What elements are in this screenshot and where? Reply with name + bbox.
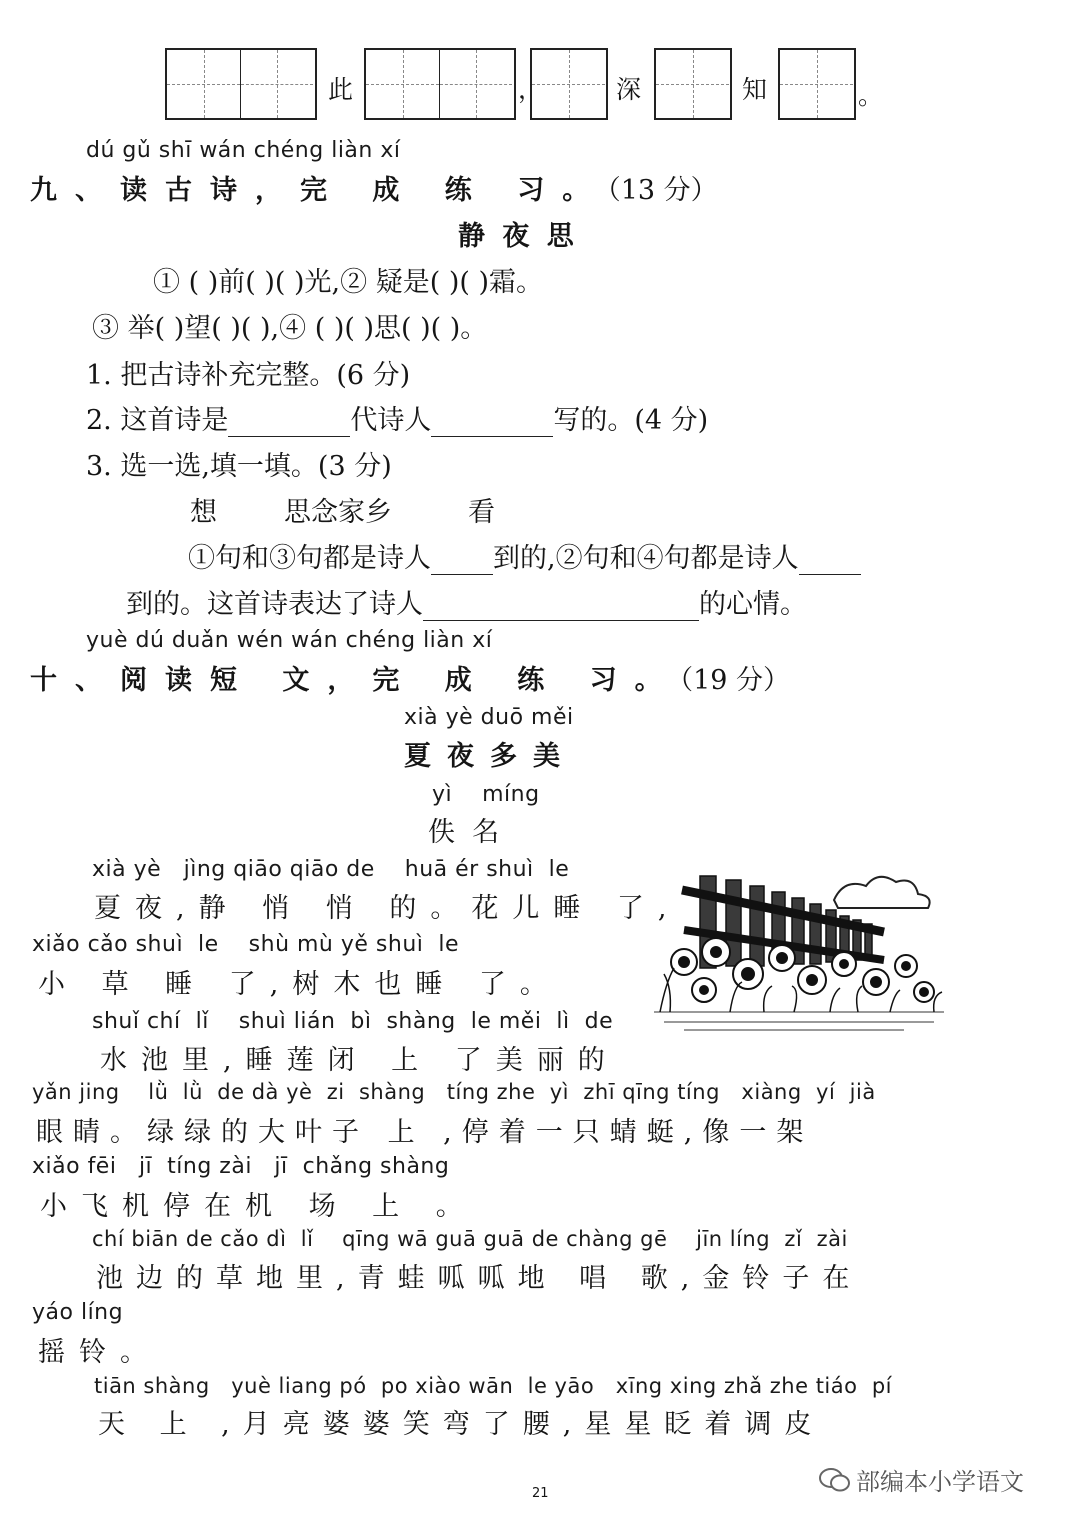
section10-heading-text: 十、阅读短 文，完 成 练 习。 <box>30 665 680 696</box>
poem-line-1: ① ( )前( )( )光,② 疑是( )( )霜。 <box>153 267 543 298</box>
author-pinyin: yì míng <box>432 782 540 807</box>
section9-pinyin: dú gǔ shī wán chéng liàn xí <box>86 138 401 163</box>
wechat-icon <box>818 1466 852 1494</box>
fill-blank-3[interactable] <box>423 596 699 621</box>
fill-d: 的心情。 <box>699 589 807 620</box>
writing-grid-5[interactable] <box>778 48 856 120</box>
fill-b: 到的,②句和④句都是诗人 <box>493 543 799 574</box>
line-7-text: 摇铃。 <box>38 1337 161 1368</box>
story-title-pinyin: xià yè duō měi <box>404 705 574 730</box>
section9-heading <box>30 168 718 207</box>
grid-char-zhi: 知 <box>742 75 768 104</box>
line-2-pinyin: xiǎo cǎo shuì le shù mù yě shuì le <box>32 932 460 957</box>
line-6-pinyin: chí biān de cǎo dì lǐ qīng wā guā guā de chàng gē jīn líng zǐ zài <box>92 1227 848 1251</box>
story-title: 夏夜多美 <box>404 741 576 772</box>
watermark-text: 部编本小学语文 <box>856 1468 1024 1496</box>
line-3-text: 水池里,睡莲闭 上 了美丽的 <box>100 1045 619 1076</box>
poem-line-2: ③ 举( )望( )( ),④ ( )( )思( )( )。 <box>92 313 488 344</box>
line-4-text: 眼睛。绿绿的大叶子 上 ,停着一只蜻蜓,像一架 <box>36 1117 814 1148</box>
section9-heading-text: 九、读古诗，完 成 练 习。 <box>30 175 608 206</box>
fill-sentence-2 <box>126 582 807 621</box>
line-1-pinyin: xià yè jìng qiāo qiāo de huā ér shuì le <box>92 857 570 882</box>
section10-heading <box>30 658 790 697</box>
line-5-text: 小飞机停在机 场 上 。 <box>40 1191 477 1222</box>
question-3: 3. 选一选,填一填。(3 分) <box>86 451 392 482</box>
fill-a: ①句和③句都是诗人 <box>188 543 431 574</box>
writing-grid-4[interactable] <box>654 48 732 120</box>
grid-char-ci: 此 <box>328 75 354 104</box>
line-3-pinyin: shuǐ chí lǐ shuì lián bì shàng le měi lì de <box>92 1009 614 1034</box>
writing-grid-1[interactable] <box>165 48 317 120</box>
section10-pinyin: yuè dú duǎn wén wán chéng liàn xí <box>86 628 493 653</box>
fence-flowers-illustration <box>644 862 954 1037</box>
grid-period: 。 <box>858 81 884 110</box>
option-sinian-jiaxiang: 思念家乡 <box>284 497 392 528</box>
line-4-pinyin: yǎn jing lǜ lǜ de dà yè zi shàng tíng zhe yì zhī qīng tíng xiàng yí jià <box>32 1080 876 1104</box>
writing-grid-2[interactable] <box>364 48 516 120</box>
option-kan: 看 <box>468 497 495 528</box>
section10-score: （19 分） <box>679 665 791 696</box>
question-2-b: 代诗人 <box>350 405 432 436</box>
line-6-text: 池边的草地里,青蛙呱呱地 唱 歌,金铃子在 <box>96 1263 863 1294</box>
line-8-pinyin: tiān shàng yuè liang pó po xiào wān le yāo xīng xing zhǎ zhe tiáo pí <box>94 1374 892 1398</box>
section9-score: （13 分） <box>607 175 718 206</box>
line-2-text: 小 草 睡 了,树木也睡 了。 <box>38 969 561 1000</box>
line-8-text: 天 上 ,月亮婆婆笑弯了腰,星星眨着调皮 <box>98 1409 825 1440</box>
page-number: 21 <box>532 1486 549 1501</box>
fill-blank-1[interactable] <box>431 550 493 575</box>
question-2-c: 写的。(4 分) <box>553 405 709 436</box>
grid-char-shen: 深 <box>616 75 642 104</box>
line-7-pinyin: yáo líng <box>32 1300 124 1325</box>
writing-grid-3[interactable] <box>530 48 608 120</box>
option-xiang: 想 <box>190 497 217 528</box>
author: 佚 名 <box>428 817 500 848</box>
question-2-a: 2. 这首诗是 <box>86 405 229 436</box>
line-1-text: 夏夜,静 悄 悄 的。花儿睡 了, <box>94 893 681 924</box>
poem-title: 静 夜 思 <box>458 221 578 252</box>
fill-c: 到的。这首诗表达了诗人 <box>126 589 423 620</box>
fill-sentence-1 <box>188 536 861 575</box>
fill-blank-2[interactable] <box>799 550 861 575</box>
grid-comma: ， <box>518 75 544 104</box>
watermark <box>818 1462 1024 1497</box>
question-1: 1. 把古诗补充完整。(6 分) <box>86 360 411 391</box>
line-5-pinyin: xiǎo fēi jī tíng zài jī chǎng shàng <box>32 1154 450 1179</box>
dynasty-blank[interactable] <box>228 412 350 437</box>
poet-blank[interactable] <box>431 412 553 437</box>
question-2 <box>86 398 708 437</box>
